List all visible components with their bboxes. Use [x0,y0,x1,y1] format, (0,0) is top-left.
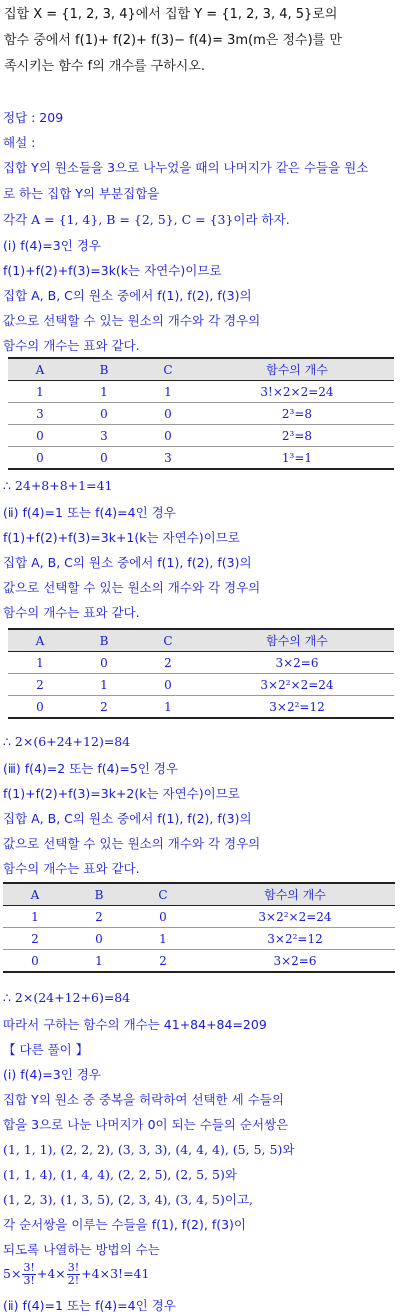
table-cell: 0 [8,425,72,447]
solution-line: 되도록 나열하는 방법의 수는 [3,1242,160,1257]
fraction-denominator: 2! [67,1274,80,1287]
table-header: C [136,358,200,381]
solution-line: 로 하는 집합 Y의 부분집합을 [3,186,160,201]
table-header: A [3,883,67,906]
table-header: 함수의 개수 [200,358,394,381]
table-row [8,425,394,447]
table-row [8,381,394,403]
problem-statement [4,2,398,80]
solution-line: 함수의 개수는 표와 같다. [3,338,140,353]
formula-line [3,1260,149,1288]
table-row [8,447,394,470]
table-cell: 1 [8,652,72,674]
solution-line: 집합 A, B, C의 원소 중에서 f(1), f(2), f(3)의 [3,555,252,570]
case-heading: (ⅰ) f(4)=3인 경우 [3,1067,101,1082]
fraction-numerator: 3! [23,1261,35,1274]
table-cell: 0 [136,674,200,696]
table-cell: 0 [72,652,136,674]
table-cell: 0 [3,950,67,973]
table-cell: 1 [136,696,200,719]
solution-line: 각 순서쌍을 이루는 수들을 f(1), f(2), f(3)이 [3,1217,247,1232]
table-cell: 1 [3,906,67,928]
problem-line: 족시키는 함수 f의 개수를 구하시오. [4,59,206,74]
table-header: 함수의 개수 [200,629,394,652]
table-header: C [136,629,200,652]
case-heading: (ⅱ) f(4)=1 또는 f(4)=4인 경우 [3,505,176,520]
table-cell: 1³=1 [200,447,394,470]
count-table-case3 [3,882,395,973]
count-table-case1 [8,357,394,470]
table-row [8,652,394,674]
table-cell: 2 [67,906,131,928]
table-cell: 3×2²=12 [200,696,394,719]
table-header: C [131,883,195,906]
solution-line: 함수의 개수는 표와 같다. [3,605,140,620]
table-row [8,674,394,696]
table-cell: 1 [72,381,136,403]
solution-line: f(1)+f(2)+f(3)=3k+1(k는 자연수)이므로 [3,530,240,545]
table-cell: 3×2²=12 [195,928,395,950]
solution-line: f(1)+f(2)+f(3)=3k+2(k는 자연수)이므로 [3,786,240,801]
problem-line: 집합 X = {1, 2, 3, 4}에서 집합 Y = {1, 2, 3, 4, 5}로의 [4,7,338,22]
solution-line: 집합 Y의 원소들을 3으로 나누었을 때의 나머지가 같은 수들을 원소 [3,160,369,175]
table-cell: 1 [131,928,195,950]
formula-text: 5× [3,1266,22,1281]
answer: 정답 : 209 [3,110,64,125]
solution-line: 값으로 선택할 수 있는 원소의 개수와 각 경우의 [3,580,261,595]
table-cell: 1 [72,674,136,696]
table-row [8,403,394,425]
count-table-case2 [8,628,394,719]
table-cell: 0 [67,928,131,950]
table-cell: 2 [3,928,67,950]
table-cell: 2³=8 [200,425,394,447]
solution-line: 각각 A = {1, 4}, B = {2, 5}, C = {3}이라 하자. [3,212,290,227]
formula-text: +4×3!=41 [81,1266,150,1281]
final-answer-line: 따라서 구하는 함수의 개수는 41+84+84=209 [3,1017,267,1032]
case-heading: (ⅲ) f(4)=2 또는 f(4)=5인 경우 [3,761,179,776]
solution-line: (1, 1, 4), (1, 4, 4), (2, 2, 5), (2, 5, 5)와 [3,1167,237,1182]
explanation-label: 해설 : [3,135,36,150]
table-cell: 0 [136,425,200,447]
table-cell: 0 [72,447,136,470]
table-row [8,696,394,719]
case-sum: ∴ 2×(6+24+12)=84 [3,734,131,749]
table-cell: 3 [8,403,72,425]
solution-line: 함수의 개수는 표와 같다. [3,861,140,876]
table-header: A [8,629,72,652]
table-cell: 0 [72,403,136,425]
table-cell: 3×2=6 [200,652,394,674]
fraction [22,1262,35,1287]
table-cell: 3 [136,447,200,470]
table-row [3,928,395,950]
solution-line: 값으로 선택할 수 있는 원소의 개수와 각 경우의 [3,836,261,851]
table-cell: 3×2=6 [195,950,395,973]
solution-line: 값으로 선택할 수 있는 원소의 개수와 각 경우의 [3,313,261,328]
table-cell: 1 [136,381,200,403]
table-header: B [72,629,136,652]
table-cell: 2 [8,674,72,696]
table-cell: 2 [136,652,200,674]
table-cell: 1 [67,950,131,973]
solution-line: (1, 1, 1), (2, 2, 2), (3, 3, 3), (4, 4, 4), (5, 5, 5)와 [3,1142,295,1157]
formula-text: +4× [36,1266,66,1281]
case-sum: ∴ 24+8+8+1=41 [3,478,113,493]
fraction-numerator: 3! [67,1261,80,1274]
table-header: 함수의 개수 [195,883,395,906]
table-cell: 3×2²×2=24 [200,674,394,696]
table-cell: 2 [131,950,195,973]
table-header: B [72,358,136,381]
case-heading: (ⅱ) f(4)=1 또는 f(4)=4인 경우 [3,1298,176,1313]
problem-line: 함수 중에서 f(1)+ f(2)+ f(3)− f(4)= 3m(m은 정수)를 만 [4,33,342,48]
table-cell: 3!×2×2=24 [200,381,394,403]
table-cell: 3 [72,425,136,447]
table-header: B [67,883,131,906]
table-cell: 0 [131,906,195,928]
table-header: A [8,358,72,381]
solution-line: 집합 A, B, C의 원소 중에서 f(1), f(2), f(3)의 [3,811,252,826]
table-cell: 1 [8,381,72,403]
table-cell: 2 [72,696,136,719]
fraction-denominator: 3! [23,1274,35,1287]
solution-line: 집합 A, B, C의 원소 중에서 f(1), f(2), f(3)의 [3,288,252,303]
table-cell: 0 [8,696,72,719]
table-cell: 0 [8,447,72,470]
alt-solution-title: 【 다른 풀이 】 [3,1042,89,1057]
case-heading: (ⅰ) f(4)=3인 경우 [3,238,101,253]
solution-line: 합을 3으로 나눈 나머지가 0이 되는 수들의 순서쌍은 [3,1117,289,1132]
solution-line: 집합 Y의 원소 중 중복을 허락하여 선택한 세 수들의 [3,1092,284,1107]
case-sum: ∴ 2×(24+12+6)=84 [3,990,131,1005]
table-row [3,906,395,928]
table-cell: 3×2²×2=24 [195,906,395,928]
table-cell: 2³=8 [200,403,394,425]
solution-line: (1, 2, 3), (1, 3, 5), (2, 3, 4), (3, 4, 5)이고, [3,1192,253,1207]
table-row [3,950,395,973]
table-cell: 0 [136,403,200,425]
fraction [67,1262,80,1287]
solution-line: f(1)+f(2)+f(3)=3k(k는 자연수)이므로 [3,263,222,278]
